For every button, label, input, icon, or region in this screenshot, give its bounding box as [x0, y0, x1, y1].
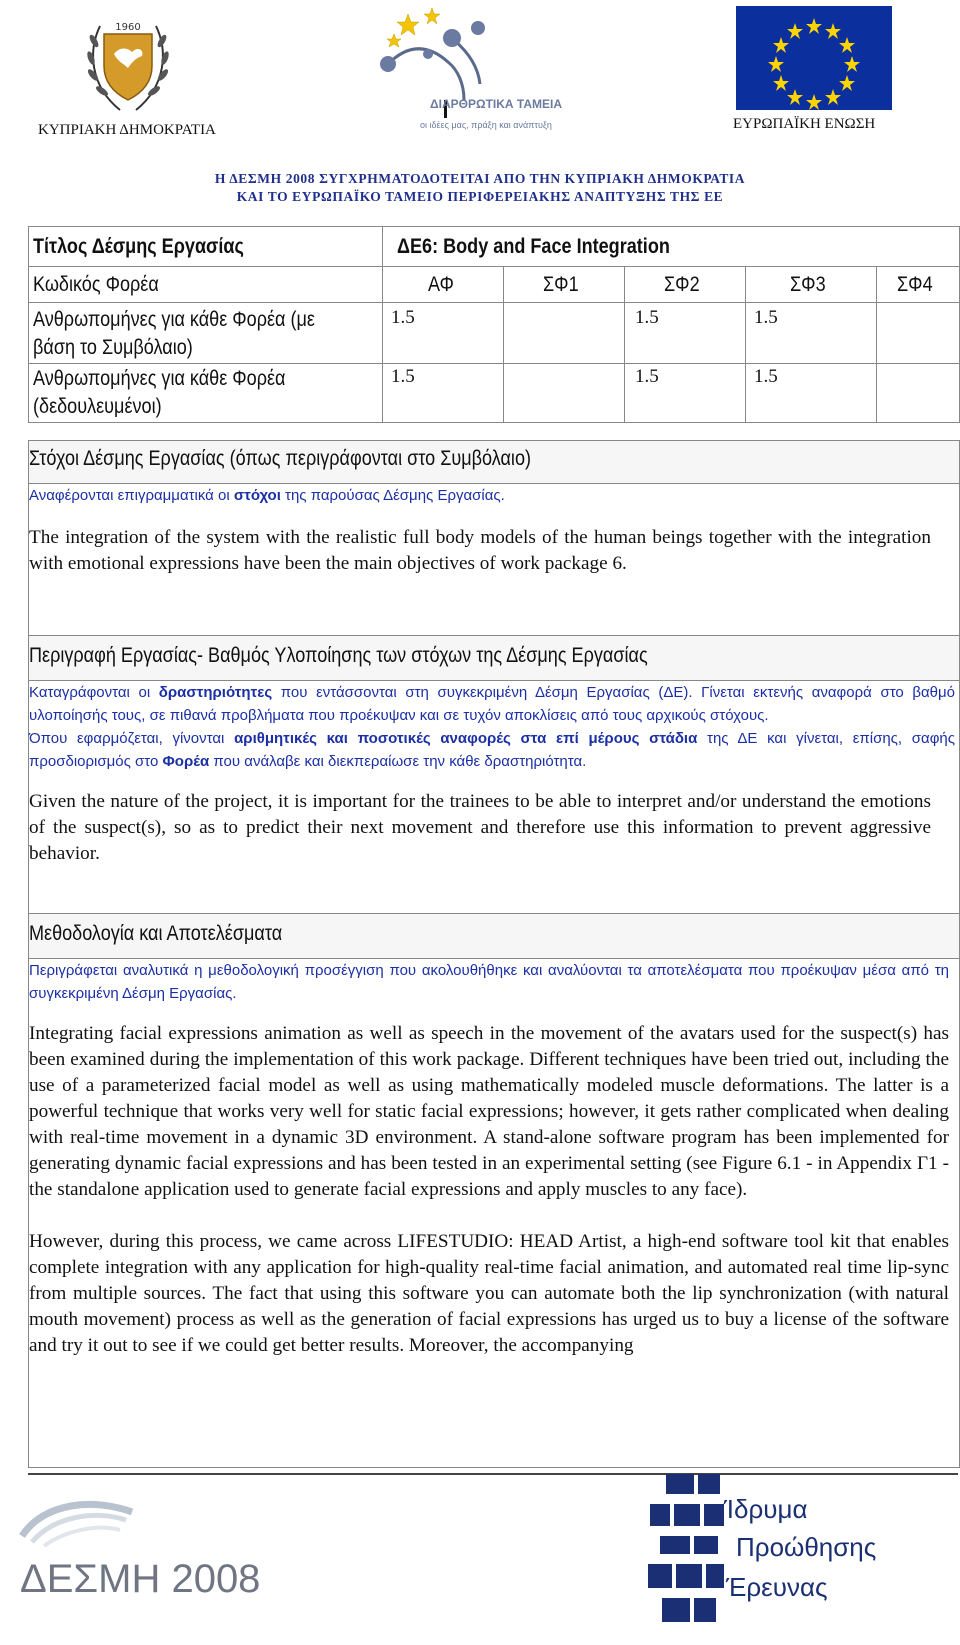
- objectives-heading: Στόχοι Δέσμης Εργασίας (όπως περιγράφονται στο Συμβόλαιο): [29, 447, 532, 470]
- planned-sf3: 1.5: [746, 303, 877, 364]
- svg-text:1960: 1960: [115, 22, 141, 33]
- funding-line-1: Η ΔΕΣΜΗ 2008 ΣΥΓΧΡΗΜΑΤΟΔΟΤΕΙΤΑΙ ΑΠΟ ΤΗΝ ΚΥΠΡΙΑΚΗ ΔΗΜΟΚΡΑΤΙΑ: [214, 171, 746, 186]
- code-label: Κωδικός Φορέα: [33, 272, 159, 296]
- partner-header-af: ΑΦ: [383, 267, 504, 303]
- methodology-body-box: [28, 959, 960, 1468]
- planned-sf2: 1.5: [625, 303, 746, 364]
- work-package-info-table: [28, 226, 960, 423]
- partner-header-sf4: ΣΦ4: [877, 267, 960, 303]
- description-body-box: [28, 681, 960, 914]
- objectives-note: Αναφέρονται επιγραμματικά οι στόχοι της παρούσας Δέσμης Εργασίας.: [29, 487, 505, 504]
- actual-months-label-cell: [29, 364, 383, 423]
- planned-months-label-cell: [29, 303, 383, 364]
- planned-af: 1.5: [383, 303, 504, 364]
- cyprus-label: ΚΥΠΡΙΑΚΗ ΔΗΜΟΚΡΑΤΙΑ: [38, 122, 216, 138]
- description-note-1: Καταγράφονται οι δραστηριότητες που εντάσσονται στη συγκεκριμένη Δέσμη Εργασίας (ΔΕ). Γίνεται εκτενής αναφορά στο βαθμό υλοποίησής τους, σε πιθανά προβλήματα που προέκυψαν και σε τυχόν αποκλίσεις από τους αρχικούς στόχους.: [29, 684, 955, 724]
- structural-funds-text: ΔΙΑΡΘΡΩΤΙΚΑ ΤΑΜΕΙΑ: [429, 97, 563, 111]
- desmi-2008-logo: [14, 1496, 261, 1616]
- actual-months-label-b: (δεδουλευμένοι): [33, 395, 162, 418]
- rpf-line-2: Προώθησης: [736, 1532, 877, 1562]
- partner-header-sf2: ΣΦ2: [625, 267, 746, 303]
- actual-sf4: [877, 364, 960, 423]
- planned-months-label-a: Ανθρωπομήνες για κάθε Φορέα (με: [33, 308, 315, 331]
- desmi-2008-text: ΔΕΣΜΗ 2008: [20, 1557, 261, 1601]
- partner-header-sf3: ΣΦ3: [746, 267, 877, 303]
- actual-months-label-a: Ανθρωπομήνες για κάθε Φορέα: [33, 367, 286, 390]
- objectives-heading-box: [28, 440, 960, 484]
- objectives-text: The integration of the system with the realistic full body models of the human beings together with the integration with emotional expressions have been the main objectives of work package 6.: [29, 527, 931, 574]
- description-text: Given the nature of the project, it is important for the trainees to be able to interpret and/or understand the emotions of the suspect(s), so as to predict their next movement and therefore use this information to prevent aggressive behavior.: [29, 791, 931, 864]
- description-note-2: Όπου εφαρμόζεται, γίνονται αριθμητικές και ποσοτικές αναφορές στα επί μέρους στάδια της ΔΕ και γίνεται, επίσης, σαφής προσδιορισμός στο Φορέα που ανάλαβε και διεκπεραίωσε την κάθε δραστηριότητα.: [29, 730, 955, 770]
- description-heading: Περιγραφή Εργασίας- Βαθμός Υλοποίησης των στόχων της Δέσμης Εργασίας: [29, 644, 648, 667]
- actual-sf2: 1.5: [625, 364, 746, 423]
- description-heading-box: [28, 636, 960, 681]
- planned-sf1: [504, 303, 625, 364]
- methodology-heading: Μεθοδολογία και Αποτελέσματα: [29, 922, 283, 945]
- actual-sf3: 1.5: [746, 364, 877, 423]
- title-label: Τίτλος Δέσμης Εργασίας: [33, 234, 244, 258]
- code-label-cell: [29, 267, 383, 303]
- title-label-cell: [29, 227, 383, 267]
- cyprus-coat-of-arms: [80, 6, 176, 118]
- funding-statement: [0, 170, 960, 206]
- structural-funds-logo: [368, 4, 563, 134]
- actual-af: 1.5: [383, 364, 504, 423]
- methodology-paragraph-2: However, during this process, we came across LIFESTUDIO: HEAD Artist, a high-end software tool kit that enables complete integration with any application for high-quality real-time facial animation, and automated real time lip-sync from multiple sources. The fact that using this software you can automate both the lip synchronization (with natural mouth movement) process as well as the generation of facial expressions has urged us to buy a license of the software and try it out to see if we could get better results. Moreover, the accompanying: [29, 1231, 949, 1356]
- funding-line-2: ΚΑΙ ΤΟ ΕΥΡΩΠΑΪΚΟ ΤΑΜΕΙΟ ΠΕΡΙΦΕΡΕΙΑΚΗΣ ΑΝΑΠΤΥΞΗΣ ΤΗΣ ΕΕ: [236, 189, 724, 204]
- rpf-line-3: Έρευνας: [726, 1572, 828, 1602]
- eu-label: ΕΥΡΩΠΑΪΚΗ ΕΝΩΣΗ: [733, 116, 876, 132]
- eu-flag: [736, 6, 892, 110]
- methodology-heading-box: [28, 914, 960, 959]
- actual-sf1: [504, 364, 625, 423]
- planned-months-label-b: βάση το Συμβόλαιο): [33, 336, 193, 359]
- objectives-body-box: [28, 483, 960, 636]
- structural-funds-tagline: οι ιδέες μας, πράξη και ανάπτυξη: [420, 120, 552, 130]
- rpf-line-1: Ίδρυμα: [724, 1494, 808, 1524]
- planned-sf4: [877, 303, 960, 364]
- title-value-cell: [383, 227, 960, 267]
- partner-header-sf1: ΣΦ1: [504, 267, 625, 303]
- title-value: ΔΕ6: Body and Face Integration: [397, 234, 670, 258]
- methodology-note: Περιγράφεται αναλυτικά η μεθοδολογική προσέγγιση που ακολουθήθηκε και αναλύονται τα αποτελέσματα που προέκυψαν μέσα από τη συγκεκριμένη Δέσμη Εργασίας.: [29, 962, 949, 1002]
- research-promotion-foundation-logo: [640, 1470, 900, 1630]
- methodology-paragraph-1: Integrating facial expressions animation as well as speech in the movement of the avatars used for the suspect(s) has been examined during the implementation of this work package. Different techniques have been tried out, including the use of a parameterized facial model as well as using mathematically modeled muscle deformations. The latter is a powerful technique that works very well for static facial expressions; however, it gets rather complicated when dealing with real-time movement in a dynamic 3D environment. A stand-alone software program has been implemented for generating dynamic facial expressions and has been tested in an experimental setting (see Figure 6.1 - in Appendix Γ1 - the standalone application used to generate facial expressions and apply muscles to any face).: [29, 1023, 949, 1200]
